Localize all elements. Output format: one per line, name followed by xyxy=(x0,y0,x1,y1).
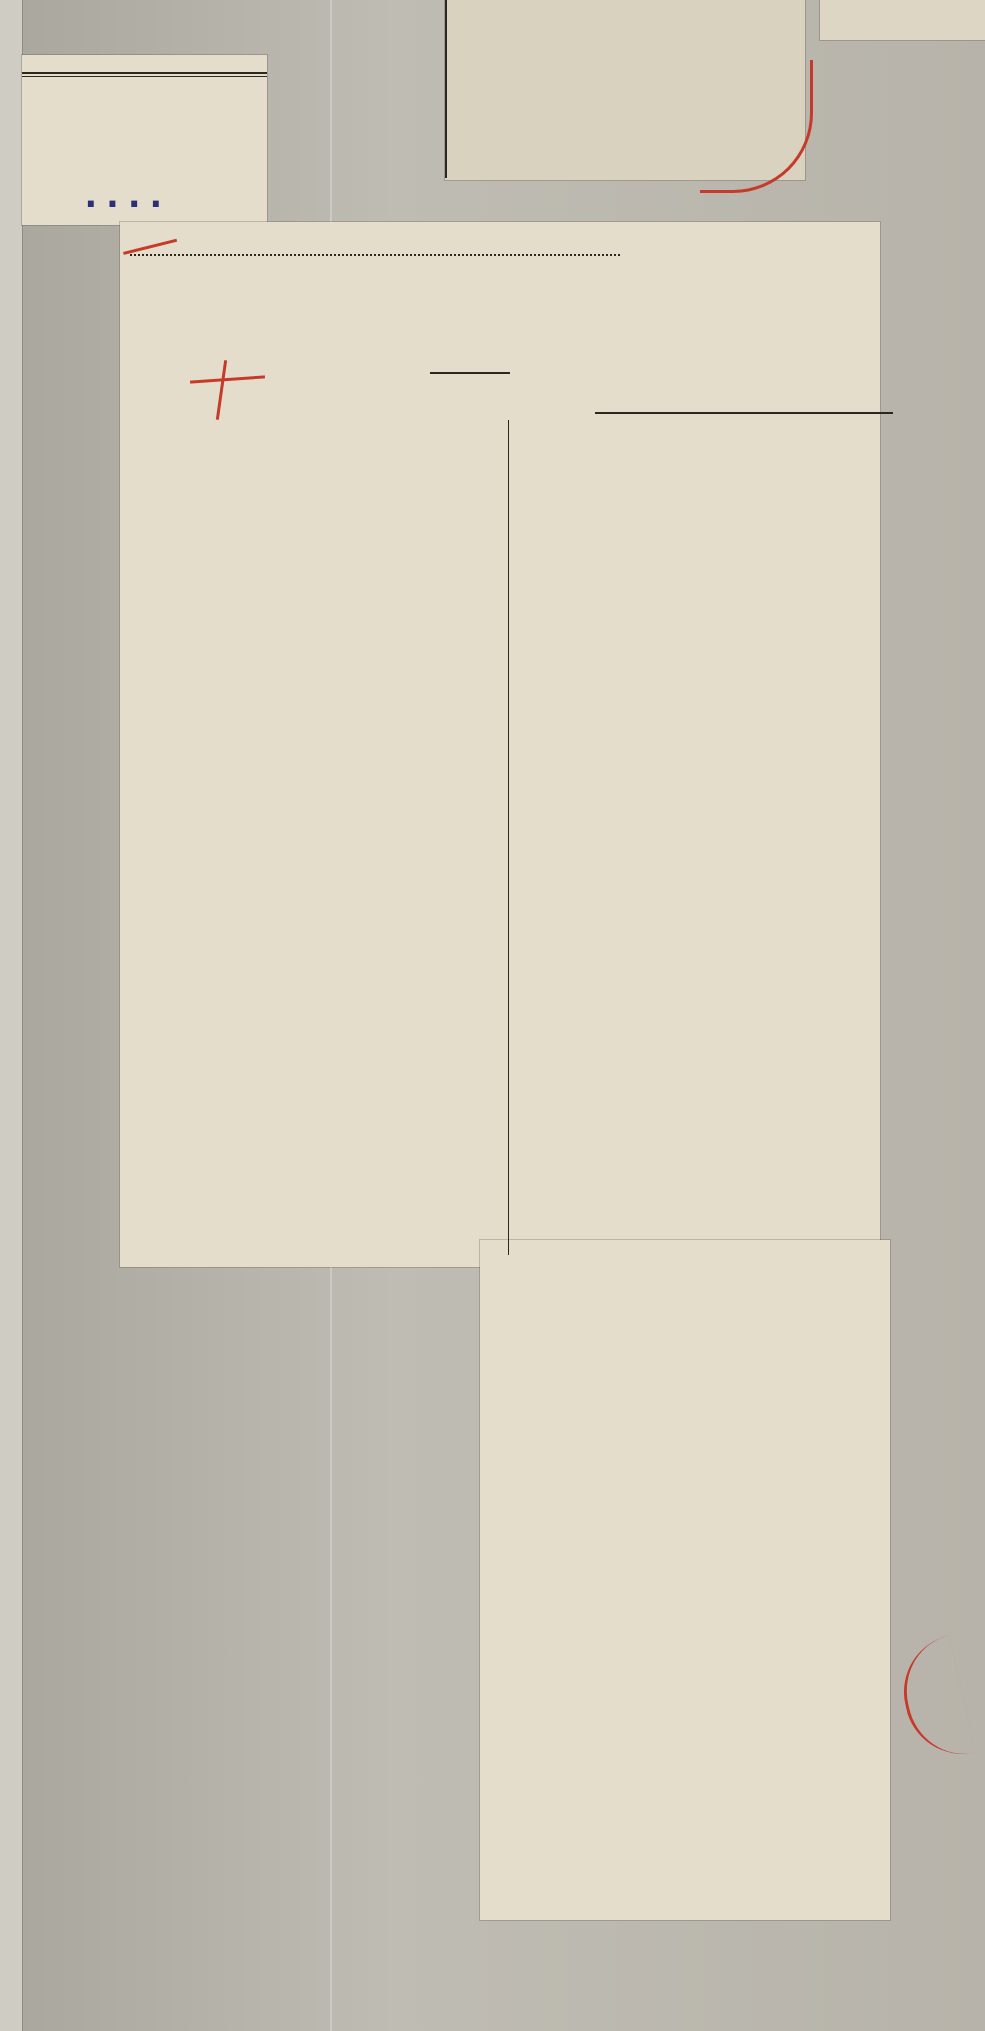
label-rule-thin xyxy=(22,76,267,77)
column-rule xyxy=(508,420,509,1255)
right-fragment xyxy=(820,0,985,40)
byline-underline xyxy=(595,412,893,414)
board-edge xyxy=(0,0,23,2031)
headline-dash xyxy=(430,372,510,374)
section-underline xyxy=(130,254,620,256)
top-fragment-rule xyxy=(445,0,447,178)
date-stamp: .... xyxy=(80,175,167,216)
label-rule xyxy=(22,72,267,74)
article-continuation xyxy=(480,1240,890,1920)
